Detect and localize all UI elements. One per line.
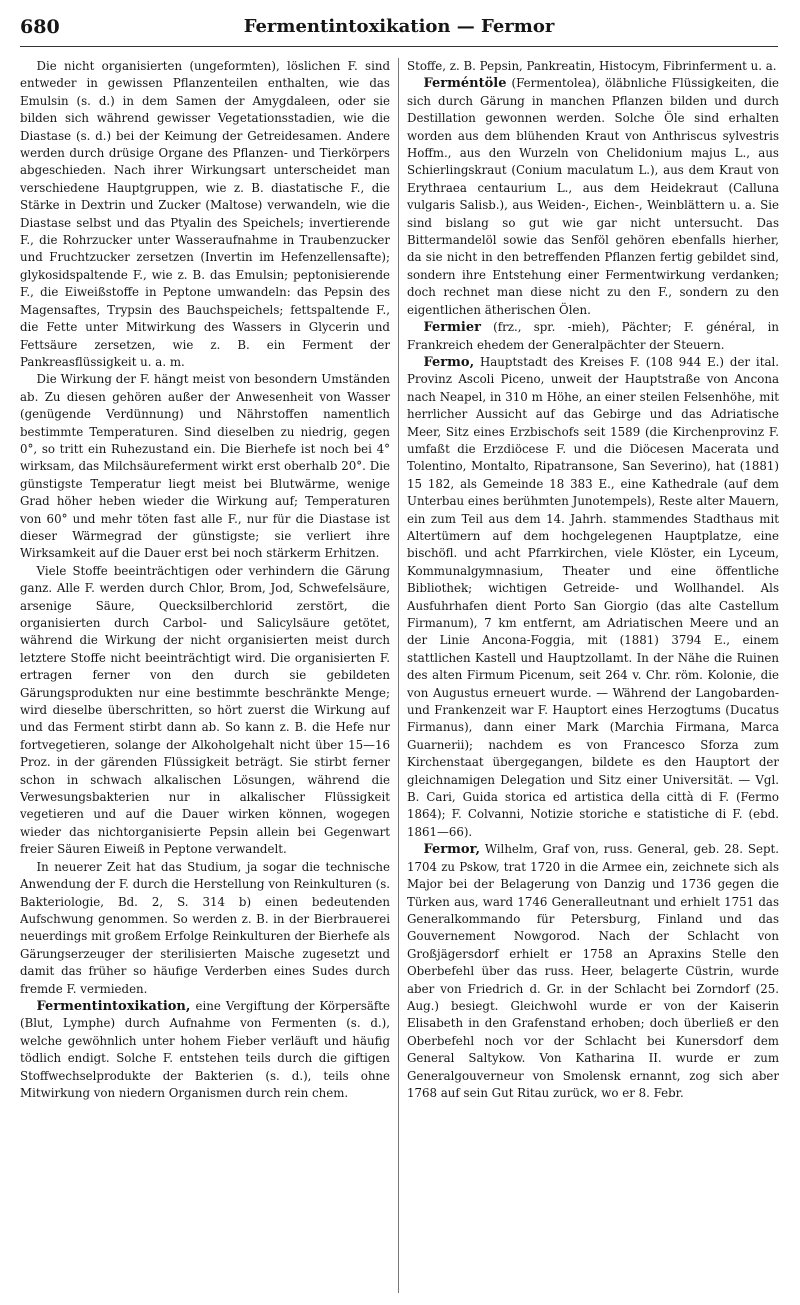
entry-text: (Fermentolea), öläbnliche Flüssigkeiten, die sich durch Gärung in manchen Pflanzen bilden und durch Destillation gewonnen werden. Solche Öle sind erhalten worden aus dem blühenden Kraut von Anthriscus sylvestris Hoffm., aus den Wurzeln von Chelidonium majus L., aus Schierlingskraut (Conium maculatum L.), aus dem Kraut von Erythraea centaurium L., aus dem Heidekraut (Calluna vulgaris Salisb.), aus Weiden-, Eichen-, Weinblättern u. a. Sie sind bislang so gut wie gar nicht untersucht. Das Bittermandelöl sowie das Senföl gehören ebenfalls hierher, da sie nicht in den betreffenden Pflanzen fertig gebildet sind, sondern ihre Entstehung einer Fermentwirkung verdanken; doch rechnet man diese nicht zu den F., sondern zu den eigentlichen ätherischen Ölen. [407,76,779,317]
entry-text: eine Vergiftung der Körpersäfte (Blut, Lymphe) durch Aufnahme von Fermenten (s. d.), welche gewöhnlich unter hohem Fieber verläuft und häufig tödlich endigt. Solche F. entstehen teils durch die giftigen Stoffwechselprodukte der Bakterien (s. d.), teils ohne Mitwirkung von niedern Organismen durch rein chem. [20,998,390,1100]
paragraph: Die Wirkung der F. hängt meist von besondern Umständen ab. Zu diesen gehören außer der Anwesenheit von Wasser (genügende Verdünnung) und Nährstoffen namentlich bestimmte Temperaturen. Sind dieselben zu niedrig, gegen 0°, so tritt ein Ruhezustand ein. Die Bierhefe ist noch bei 4° wirksam, das Milchsäureferment wirkt erst oberhalb 20°. Die günstigste Temperatur liegt meist bei Blutwärme, wenige Grad höher heben wieder die Wirkung auf; Temperaturen von 60° und mehr töten fast alle F., nur für die Diastase ist dieser Wärmegrad der günstigste; sie verliert ihre Wirksamkeit auf die Dauer erst bei noch stärkerm Erhitzen. [20,372,390,561]
entry-headword: Fermentintoxikation, [36,998,191,1014]
entry-headword: Fermier [423,320,481,336]
entry-headword: Fermor, [423,842,481,858]
entry-fermor [407,841,779,1102]
entry-text: Hauptstadt des Kreises F. (108 944 E.) der ital. Provinz Ascoli Piceno, unweit der Hauptstraße von Ancona nach Neapel, in 310 m Höhe, an einer steilen Felsenhöhe, mit herrlicher Aussicht auf das Gebirge und das Adriatische Meer, Sitz eines Erzbischofs seit 1589 (die Kirchenprovinz F. umfaßt die Erzdiöcese F. und die Diöcesen Macerata und Tolentino, Montalto, Ripatransone, San Severino), hat (1881) 15 182, als Gemeinde 18 383 E., eine Kathedrale (auf dem Unterbau eines berühmten Junotempels), Reste alter Mauern, ein zum Teil aus dem 14. Jahrh. stammendes Stadthaus mit Altertümern auf dem hochgelegenen Hauptplatze, eine bischöfl. und acht Pfarrkirchen, viele Klöster, ein Lyceum, Kommunalgymnasium, Theater und eine öffentliche Bibliothek; wichtigen Getreide- und Wollhandel. Als Ausfuhrhafen dient Porto San Giorgio (das alte Castellum Firmanum), 7 km entfernt, am Adriatischen Meere und an der Linie Ancona-Foggia, mit (1881) 3794 E., einem stattlichen Kastell und Hauptzollamt. In der Nähe die Ruinen des alten Firmum Picenum, seit 264 v. Chr. röm. Kolonie, die von Augustus erneuert wurde. — Während der Langobarden- und Frankenzeit war F. Hauptort eines Herzogtums (Ducatus Firmanus), dann einer Mark (Marchia Firmana, Marca Guarnerii); nachdem es von Francesco Sforza zum Kirchenstaat übergegangen, bildete es den Hauptort der gleichnamigen Delegation und Sitz einer Universität. — Vgl. B. Cari, Guida storica ed artistica della città di F. (Fermo 1864); F. Colvanni, Notizie storiche e statistiche di F. (ebd. 1861—66). [407,354,779,839]
left-column [20,58,390,1293]
paragraph: Die nicht organisierten (ungeformten), löslichen F. sind entweder in gewissen Pflanzenteilen enthalten, wie das Emulsin (s. d.) in dem Samen der Amygdaleen, oder sie bilden sich während gewisser Vegetationsstadien, wie die Diastase (s. d.) bei der Keimung der Getreidesamen. Andere werden durch drüsige Organe des Pflanzen- und Tierkörpers abgeschieden. Nach ihrer Wirkungsart unterscheidet man verschiedene Hauptgruppen, wie z. B. diastatische F., die Stärke in Dextrin und Zucker (Maltose) verwandeln, wie die Diastase selbst und das Ptyalin des Speichels; invertierende F., die Rohrzucker unter Wasseraufnahme in Traubenzucker und Fruchtzucker zersetzen (Invertin im Hefenzellensafte); glykosidspaltende F., wie z. B. das Emulsin; peptonisierende F., die Eiweißstoffe in Peptone umwandeln: das Pepsin des Magensaftes, Trypsin des Bauchspeichels; fettspaltende F., die Fette unter Mitwirkung des Wassers in Glycerin und Fettsäure zersetzen, wie z. B. ein Ferment der Pankreasflüssigkeit u. a. m. [20,59,390,369]
entry-text: Wilhelm, Graf von, russ. General, geb. 28. Sept. 1704 zu Pskow, trat 1720 in die Armee ein, zeichnete sich als Major bei der Belagerung von Danzig und 1736 gegen die Türken aus, ward 1746 Generalleutnant und erhielt 1751 das Generalkommando für Petersburg, Finland und das Gouvernement Nowgorod. Nach der Schlacht von Großjägersdorf erhielt er 1758 an Apraxins Stelle den Oberbefehl über das russ. Heer, belagerte Cüstrin, wurde aber von Friedrich d. Gr. in der Schlacht bei Zorndorf (25. Aug.) besiegt. Gleichwohl wurde er von der Kaiserin Elisabeth in den Grafenstand erhoben; doch überließ er den Oberbefehl noch vor der Schlacht bei Kunersdorf dem General Saltykow. Von Katharina II. wurde er zum Generalgouverneur von Smolensk ernannt, zog sich aber 1768 auf sein Gut Ritau zurück, wo er 8. Febr. [407,842,779,1100]
entry-fermentoele [407,75,779,319]
running-title: Fermentintoxikation — Fermor [243,16,555,37]
running-header [20,14,778,47]
page-number: 680 [20,16,60,38]
continuation-text: Stoffe, z. B. Pepsin, Pankreatin, Histocym, Fibrinferment u. a. [407,59,777,73]
paragraph: In neuerer Zeit hat das Studium, ja sogar die technische Anwendung der F. durch die Herstellung von Reinkulturen (s. Bakteriologie, Bd. 2, S. 314 b) einen bedeutenden Aufschwung genommen. So werden z. B. in der Bierbrauerei neuerdings mit großem Erfolge Reinkulturen der Bierhefe als Gärungserzeuger der sterilisierten Maische zugesetzt und damit das früher so häufige Verderben eines Sudes durch fremde F. vermieden. [20,859,390,996]
entry-fermier [407,319,779,354]
entry-fermo [407,354,779,841]
entry-text: (frz., spr. -mieh), Pächter; F. général, in Frankreich ehedem der Generalpächter der Steuern. [407,320,779,352]
entry-fermentintoxikation [20,998,390,1102]
paragraph: Viele Stoffe beeinträchtigen oder verhindern die Gärung ganz. Alle F. werden durch Chlor, Brom, Jod, Schwefelsäure, arsenige Säure, Quecksilberchlorid zerstört, die organisierten durch Carbol- und Salicylsäure getötet, während die Wirkung der nicht organisierten meist durch letztere Stoffe nicht beeinträchtigt wird. Die organisierten F. ertragen ferner von den durch sie gebildeten Gärungsprodukten nur eine bestimmte beschränkte Menge; wird dieselbe überschritten, so hört zuerst die Wirkung auf und das Ferment stirbt dann ab. So kann z. B. die Hefe nur fortvegetieren, solange der Alkoholgehalt nicht über 15—16 Proz. in der gärenden Flüssigkeit beträgt. Sie stirbt ferner schon in schwach alkalischen Lösungen, während die Verwesungsbakterien nur in alkalischer Flüssigkeit vegetieren und auf die Dauer wirken können, wogegen wieder das nichtorganisierte Pepsin allein bei Gegenwart freier Säuren Eiweiß in Peptone verwandelt. [20,563,390,857]
entry-headword: Ferméntöle [423,76,507,92]
column-divider [398,58,399,1293]
entry-headword: Fermo, [423,354,475,370]
right-column [407,58,779,1293]
